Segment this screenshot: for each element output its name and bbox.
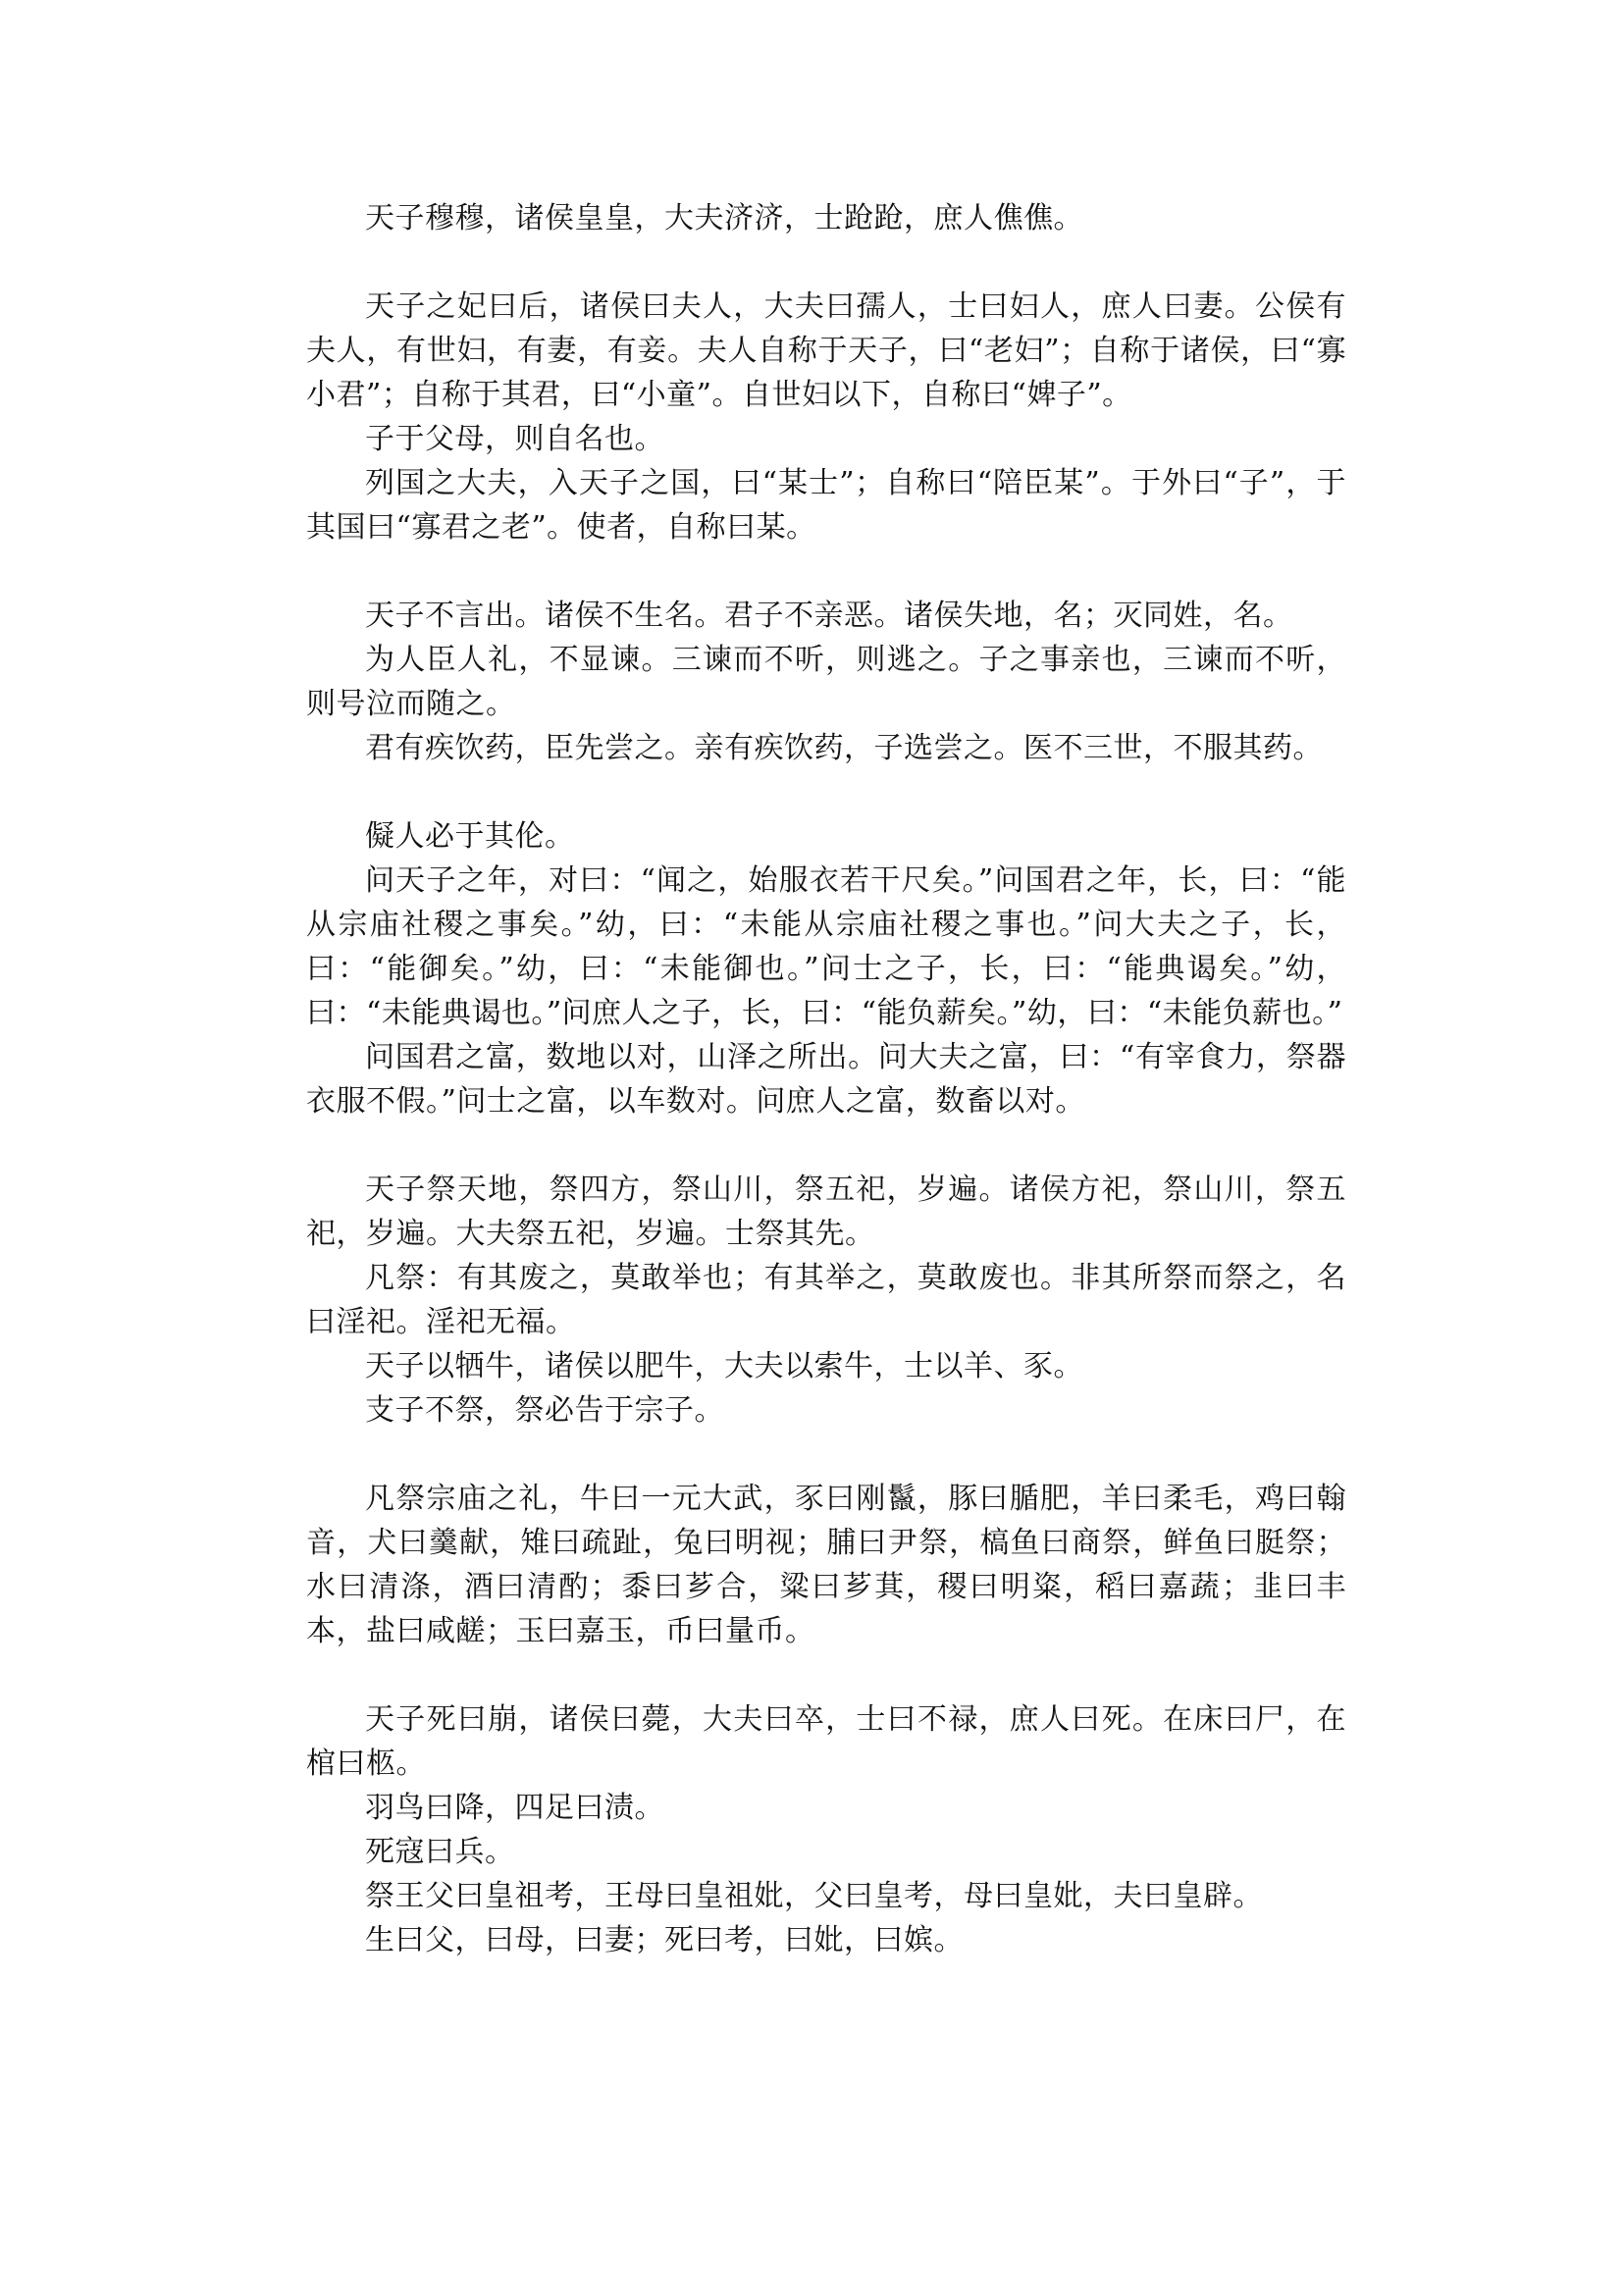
paragraph: 凡祭宗庙之礼，牛曰一元大武，豕曰刚鬣，豚曰腯肥，羊曰柔毛，鸡曰翰音，犬曰羹献，雉曰疏趾，兔曰明视；脯曰尹祭，槁鱼曰商祭，鲜鱼曰脡祭；水曰清涤，酒曰清酌；黍曰芗合，粱曰芗萁，稷曰明粢，稻曰嘉蔬；韭曰丰本，盐曰咸鹾；玉曰嘉玉，币曰量币。: [306, 1482, 1346, 1648]
paragraph: 天子死曰崩，诸侯曰薨，大夫曰卒，士曰不禄，庶人曰死。在床曰尸，在棺曰柩。: [306, 1702, 1346, 1781]
paragraph: 天子之妃曰后，诸侯曰夫人，大夫曰孺人，士曰妇人，庶人曰妻。公侯有夫人，有世妇，有妻，有妾。夫人自称于天子，曰“老妇”；自称于诸侯，曰“寡小君”；自称于其君，曰“小童”。自世妇以下，自称曰“婢子”。: [306, 289, 1346, 412]
paragraph: 问国君之富，数地以对，山泽之所出。问大夫之富，曰：“有宰食力，祭器衣服不假。”问士之富，以车数对。问庶人之富，数畜以对。: [306, 1040, 1346, 1119]
paragraph: 生曰父，曰母，曰妻；死曰考，曰妣，曰嫔。: [365, 1923, 964, 1957]
paragraph: 死寇曰兵。: [365, 1835, 515, 1869]
paragraph: 凡祭：有其废之，莫敢举也；有其举之，莫敢废也。非其所祭而祭之，名曰淫祀。淫祀无福。: [306, 1261, 1346, 1339]
document-page: [306, 196, 1346, 1962]
paragraph: 君有疾饮药，臣先尝之。亲有疾饮药，子选尝之。医不三世，不服其药。: [365, 731, 1323, 765]
paragraph: 天子不言出。诸侯不生名。君子不亲恶。诸侯失地，名；灭同姓，名。: [365, 599, 1293, 633]
paragraph: 儗人必于其伦。: [365, 819, 575, 854]
section-2: [306, 285, 1346, 549]
section-3: [306, 594, 1346, 770]
paragraph: 天子以牺牛，诸侯以肥牛，大夫以索牛，士以羊、豕。: [365, 1349, 1083, 1383]
paragraph: 祭王父曰皇祖考，王母曰皇祖妣，父曰皇考，母曰皇妣，夫曰皇辟。: [365, 1879, 1263, 1913]
section-5: [306, 1168, 1346, 1433]
section-4: [306, 814, 1346, 1123]
paragraph: 支子不祭，祭必告于宗子。: [365, 1393, 724, 1428]
paragraph: 天子穆穆，诸侯皇皇，大夫济济，士跄跄，庶人僬僬。: [365, 201, 1083, 235]
paragraph: 列国之大夫，入天子之国，曰“某士”；自称曰“陪臣某”。于外曰“子”，于其国曰“寡君之老”。使者，自称曰某。: [306, 466, 1346, 545]
section-6: [306, 1477, 1346, 1653]
section-7: [306, 1697, 1346, 1962]
paragraph: 问天子之年，对曰：“闻之，始服衣若干尺矣。”问国君之年，长，曰：“能从宗庙社稷之事矣。”幼，曰：“未能从宗庙社稷之事也。”问大夫之子，长，曰：“能御矣。”幼，曰：“未能御也。”问士之子，长，曰：“能典谒矣。”幼，曰：“未能典谒也。”问庶人之子，长，曰：“能负薪矣。”幼，曰：“未能负薪也。”: [306, 863, 1346, 1030]
paragraph: 为人臣人礼，不显谏。三谏而不听，则逃之。子之事亲也，三谏而不听，则号泣而随之。: [306, 643, 1346, 721]
paragraph: 羽鸟曰降，四足曰渍。: [365, 1791, 664, 1825]
section-1: [306, 196, 1346, 240]
paragraph: 子于父母，则自名也。: [365, 422, 664, 456]
paragraph: 天子祭天地，祭四方，祭山川，祭五祀，岁遍。诸侯方祀，祭山川，祭五祀，岁遍。大夫祭五祀，岁遍。士祭其先。: [306, 1173, 1346, 1251]
